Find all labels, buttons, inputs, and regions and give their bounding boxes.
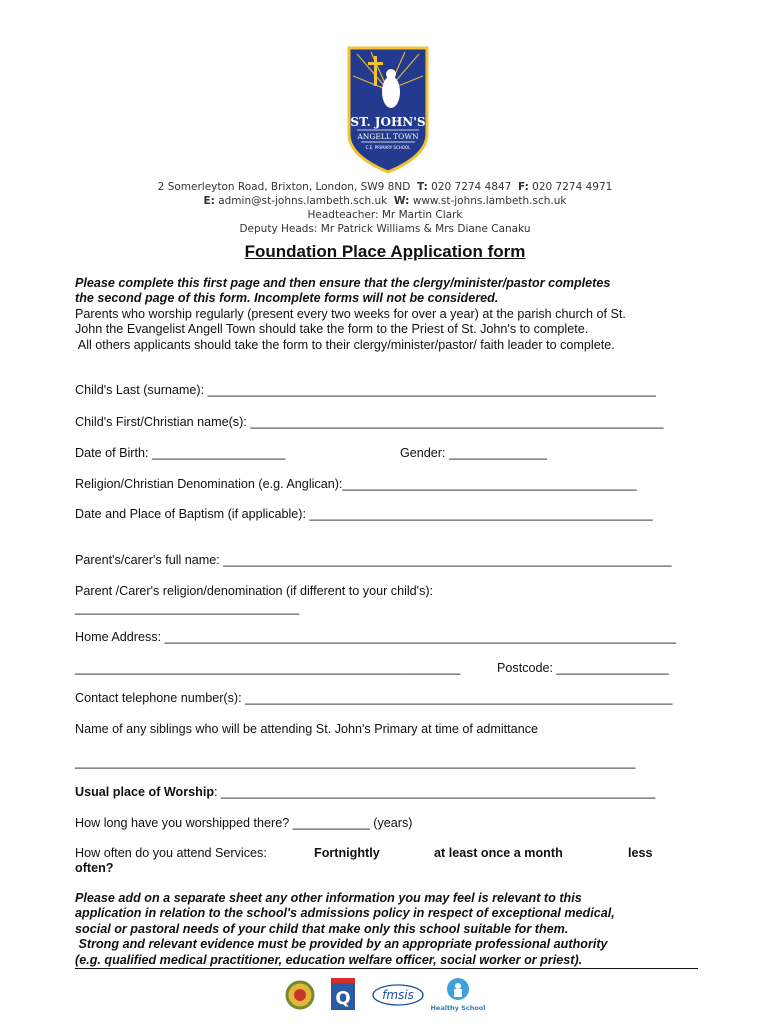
surname-field[interactable]: Child's Last (surname): ________________________________________________________________ <box>75 383 656 397</box>
option-fortnightly[interactable]: Fortnightly <box>314 846 380 860</box>
worship-label: Usual place of Worship <box>75 785 215 799</box>
parent-name-field[interactable]: Parent's/carer's full name: ________________________________________________________________ <box>75 553 672 567</box>
crest-line2: ANGELL TOWN <box>357 132 419 141</box>
svg-text:Q: Q <box>335 988 351 1009</box>
siblings-field[interactable]: ________________________________________________________________________________ <box>75 755 636 769</box>
quality-mark-logo <box>331 978 355 1010</box>
accreditation-logos <box>285 974 485 1016</box>
baptism-field[interactable]: Date and Place of Baptism (if applicable): _________________________________________________ <box>75 507 653 521</box>
address-line: 2 Somerleyton Road, Brixton, London, SW9 8ND T: 020 7274 4847 F: 020 7274 4971 <box>157 181 613 193</box>
religion-field[interactable]: Religion/Christian Denomination (e.g. Anglican):__________________________________________ <box>75 477 637 491</box>
phone-field[interactable]: Contact telephone number(s): _____________________________________________________________ <box>75 691 673 705</box>
svg-text:Healthy School: Healthy School <box>430 1004 485 1012</box>
intro-text <box>75 276 705 353</box>
fmsis-logo <box>373 985 423 1005</box>
parent-religion-label: Parent /Carer's religion/denomination (if different to your child's): <box>75 584 434 598</box>
home-address-field[interactable]: Home Address: _________________________________________________________________________ <box>75 630 676 644</box>
how-long-field[interactable]: How long have you worshipped there? ___________ (years) <box>75 816 413 830</box>
home-address-line2[interactable]: _______________________________________________________ <box>75 661 461 675</box>
healthy-school-logo <box>430 978 485 1012</box>
headteacher: Headteacher: Mr Martin Clark <box>307 209 463 221</box>
page-title: Foundation Place Application form <box>244 242 526 261</box>
parent-religion-field[interactable]: ________________________________ <box>75 601 300 615</box>
intro-bold-2: the second page of this form. Incomplete forms will not be considered. <box>75 291 499 306</box>
intro-p2: John the Evangelist Angell Town should take the form to the Priest of St. John's to complete. <box>75 322 589 337</box>
contact-line: E: admin@st-johns.lambeth.sch.uk W: www.st-johns.lambeth.sch.uk <box>203 195 567 207</box>
intro-bold-1: Please complete this first page and then ensure that the clergy/minister/pastor completes <box>75 276 611 290</box>
intro-p1: Parents who worship regularly (present every two weeks for over a year) at the parish church of St. <box>75 306 626 321</box>
gender-field[interactable]: Gender: ______________ <box>400 446 548 460</box>
footer-divider <box>75 968 698 969</box>
eco-school-logo <box>287 982 313 1008</box>
postcode-field[interactable]: Postcode: ________________ <box>497 661 669 675</box>
first-name-field[interactable]: Child's First/Christian name(s): ___________________________________________________________ <box>75 415 664 429</box>
option-less[interactable]: less <box>628 846 653 860</box>
deputy-heads: Deputy Heads: Mr Patrick Williams & Mrs Diane Canaku <box>239 223 531 235</box>
how-often-label: How often do you attend Services: <box>75 846 267 860</box>
intro-p3: All others applicants should take the form to their clergy/minister/pastor/ faith leader to complete. <box>75 337 615 352</box>
school-crest <box>347 46 429 174</box>
crest-line1: ST. JOHN'S <box>350 115 426 129</box>
dob-field[interactable]: Date of Birth: ___________________ <box>75 446 286 460</box>
additional-info-note: Please add on a separate sheet any other information you may feel is relevant to this application in relation to the school's admissions policy in respect of exceptional medical, social or pastoral needs of your child that make only this school suitable for them. Strong and relevant evidence must be provided by an appropriate professional authority (e.g. qualified medical practitioner, education welfare officer, social worker or priest). <box>75 891 615 967</box>
svg-text:fmsis: fmsis <box>382 988 414 1002</box>
option-monthly[interactable]: at least once a month <box>434 846 563 860</box>
option-less-often: often? <box>75 861 114 875</box>
crest-line3: C.E. PRIMARY SCHOOL <box>365 145 411 150</box>
worship-field[interactable]: Usual place of Worship: ______________________________________________________________ <box>75 785 656 799</box>
siblings-label: Name of any siblings who will be attending St. John's Primary at time of admittance <box>75 722 538 736</box>
